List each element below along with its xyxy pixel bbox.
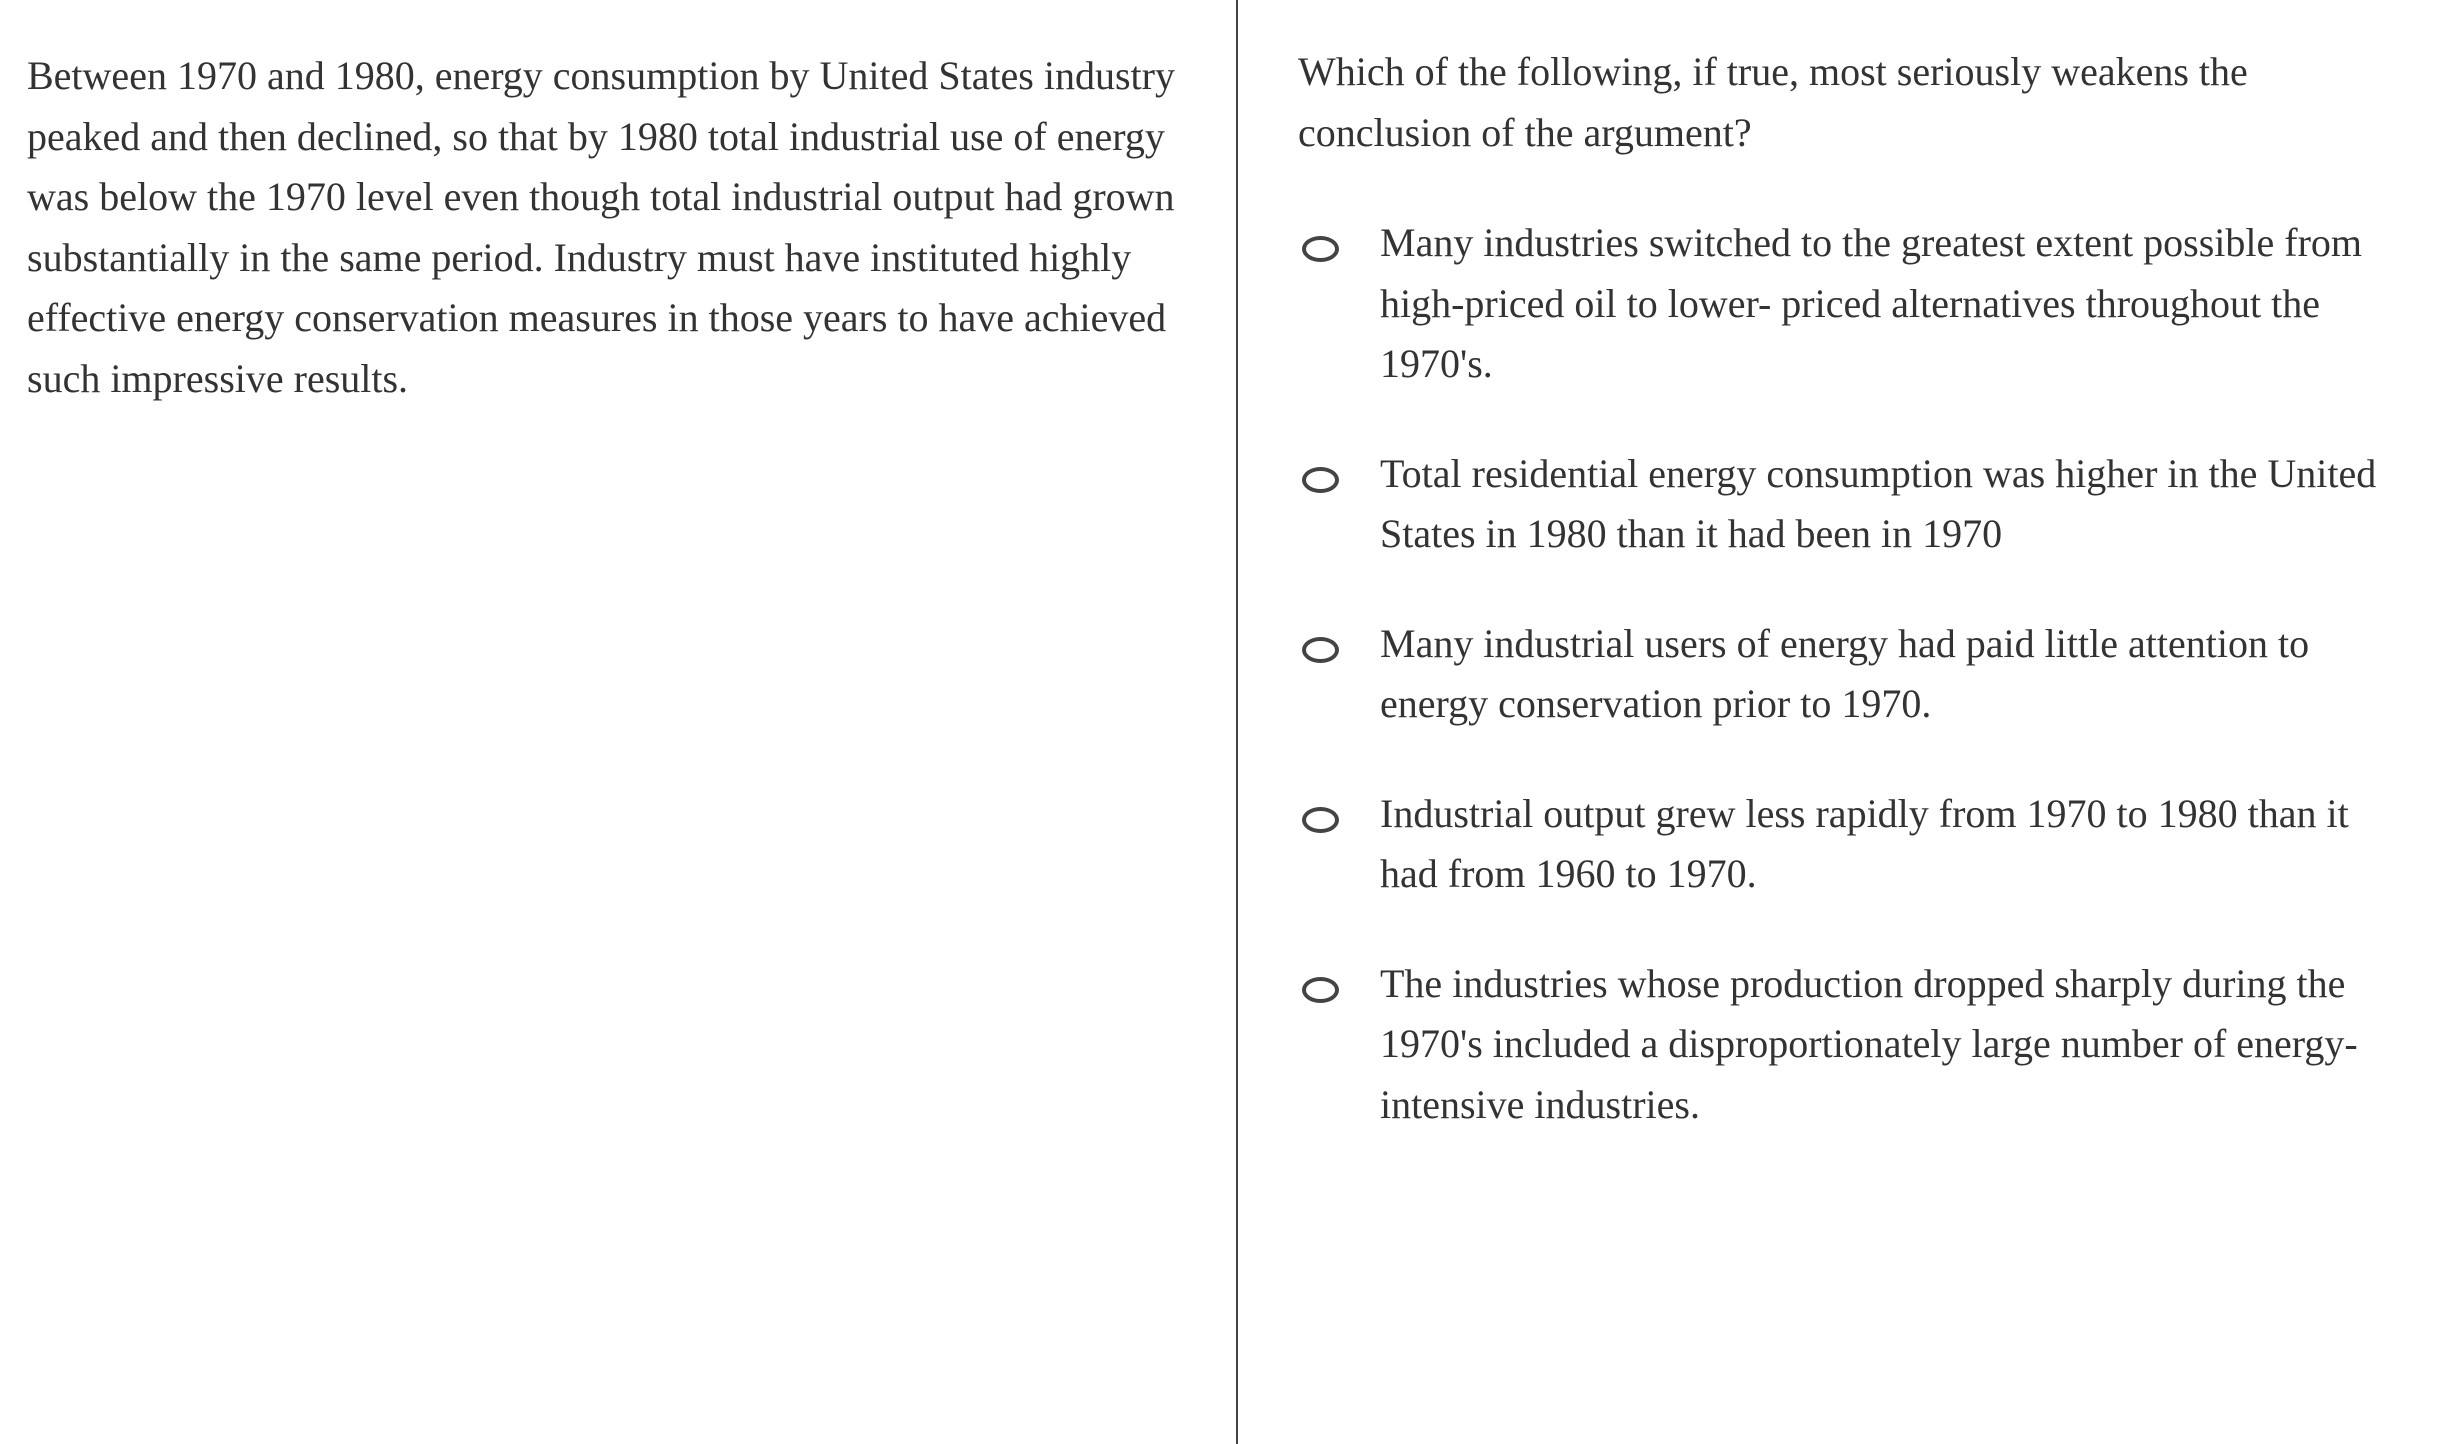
answer-choice-label: Total residential energy consumption was higher in the United States in 1980 than it had been in 1970 [1380, 450, 2377, 556]
radio-button[interactable] [1302, 236, 1339, 262]
answer-choice-1[interactable] [1298, 213, 2439, 395]
answer-choice-label: The industries whose production dropped sharply during the 1970's included a disproportionately large number of energy-intensive industries. [1380, 960, 2358, 1127]
answer-choice-label: Many industrial users of energy had paid little attention to energy conservation prior to 1970. [1380, 620, 2310, 726]
radio-button[interactable] [1302, 807, 1339, 833]
radio-button[interactable] [1302, 467, 1339, 493]
radio-button[interactable] [1302, 977, 1339, 1003]
answer-choice-3[interactable] [1298, 614, 2439, 735]
answer-choice-5[interactable] [1298, 954, 2439, 1136]
answer-choice-2[interactable] [1298, 444, 2439, 565]
answer-choices [1298, 213, 2439, 1135]
question-stem: Which of the following, if true, most seriously weakens the conclusion of the argument? [1298, 49, 2248, 155]
question-pane [1238, 0, 2439, 1444]
radio-button[interactable] [1302, 637, 1339, 663]
answer-choice-label: Industrial output grew less rapidly from 1970 to 1980 than it had from 1960 to 1970. [1380, 790, 2349, 896]
answer-choice-4[interactable] [1298, 784, 2439, 905]
passage-text: Between 1970 and 1980, energy consumption by United States industry peaked and then declined, so that by 1980 total industrial use of energy was below the 1970 level even though total industrial output had grown substantially in the same period. Industry must have instituted highly effective energy conservation measures in those years to have achieved such impressive results. [27, 53, 1175, 401]
answer-choice-label: Many industries switched to the greatest extent possible from high-priced oil to lower- priced alternatives throughout the 1970's. [1380, 220, 2363, 386]
